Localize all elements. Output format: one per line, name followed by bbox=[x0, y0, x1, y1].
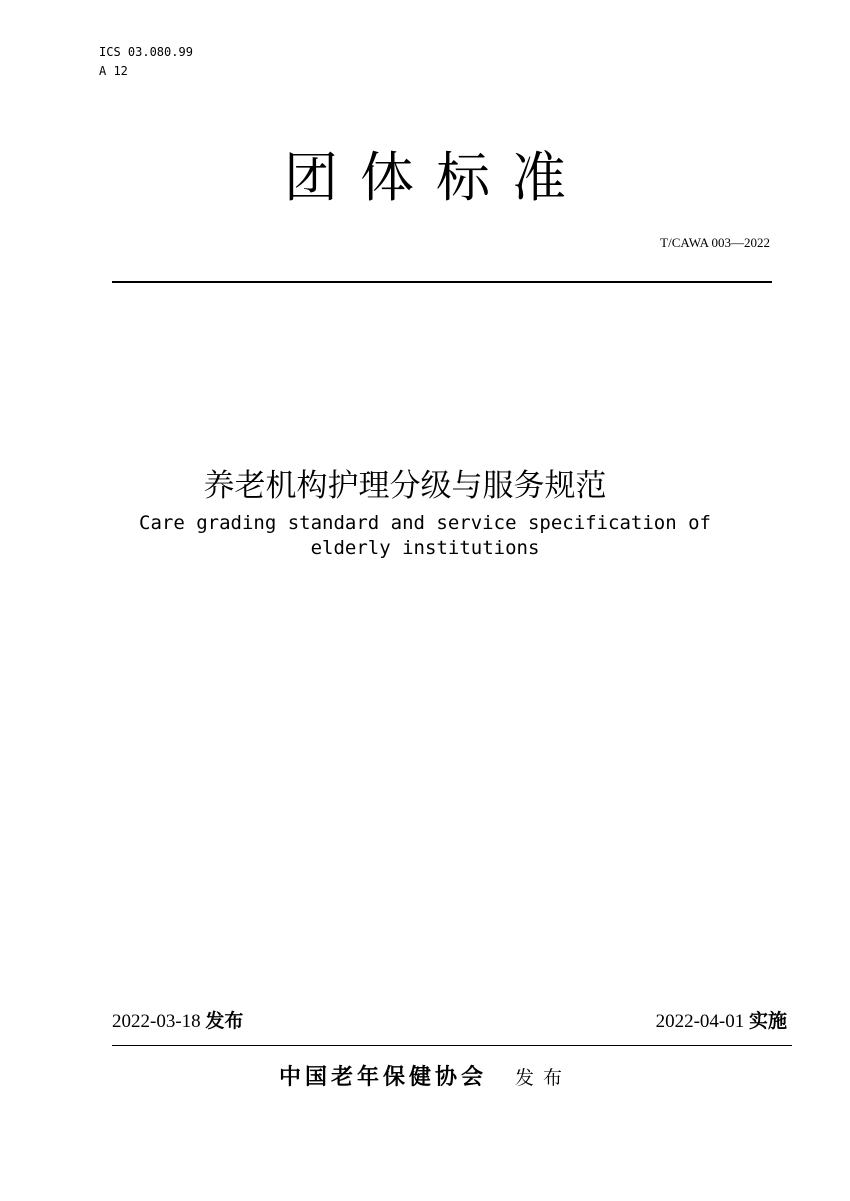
issue-label: 发布 bbox=[205, 1010, 244, 1032]
footer-divider bbox=[112, 1045, 792, 1046]
ccs-code: A 12 bbox=[99, 64, 128, 78]
publisher-line bbox=[0, 1063, 850, 1094]
ics-code: ICS 03.080.99 bbox=[99, 45, 193, 59]
classification-codes bbox=[99, 43, 193, 81]
document-title-chinese: 养老机构护理分级与服务规范 bbox=[203, 468, 607, 504]
implementation-date: 2022-04-01 bbox=[655, 1011, 745, 1032]
publisher-name: 中国老年保健协会 bbox=[278, 1065, 487, 1090]
issue-date-line bbox=[112, 1008, 243, 1035]
publisher-action: 发布 bbox=[515, 1067, 572, 1089]
standard-kind-heading: 团体标准 bbox=[284, 146, 588, 209]
document-title-english: Care grading standard and service specification of elderly institutions bbox=[139, 512, 711, 559]
standard-number: T/CAWA 003—2022 bbox=[660, 235, 770, 250]
implementation-date-line bbox=[656, 1008, 787, 1035]
issue-date: 2022-03-18 bbox=[112, 1011, 201, 1032]
header-divider bbox=[112, 281, 772, 283]
implementation-label: 实施 bbox=[748, 1010, 787, 1032]
